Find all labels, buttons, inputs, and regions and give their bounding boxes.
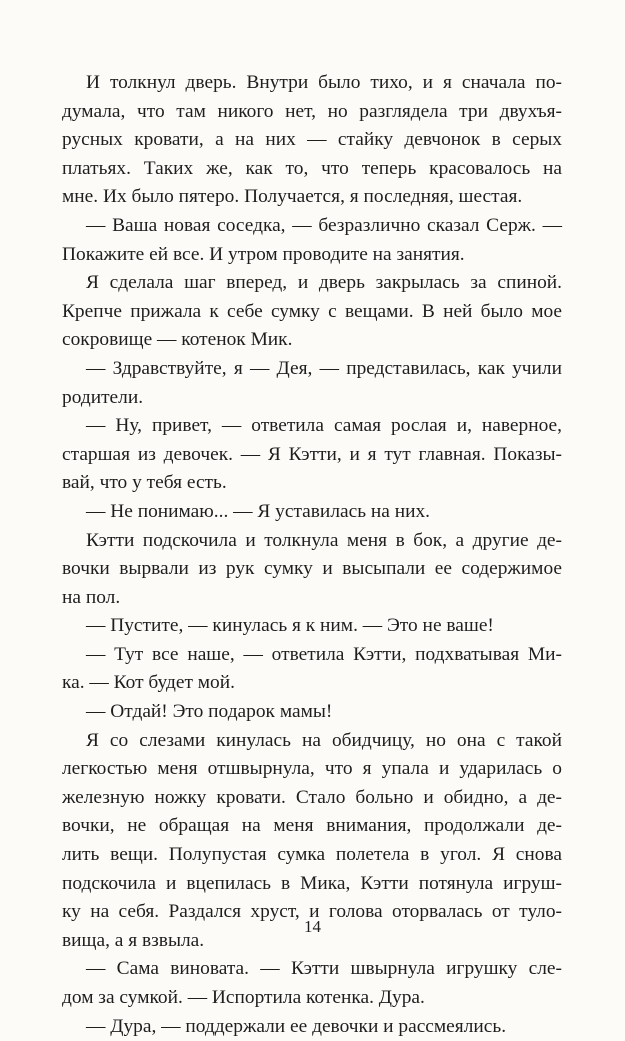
text-line: ка. — Кот будет мой. bbox=[62, 672, 235, 694]
text-line: Крепче прижала к себе сумку с вещами. В ней было мое bbox=[62, 300, 562, 322]
text-line: вочки вырвали из рук сумку и высыпали ее содержимое bbox=[62, 558, 562, 580]
paragraph bbox=[62, 1013, 562, 1041]
text-line: на пол. bbox=[62, 586, 121, 608]
paragraph bbox=[62, 412, 562, 498]
paragraph bbox=[62, 212, 562, 269]
text-line: вища, а я взвыла. bbox=[62, 929, 205, 951]
text-line: — Ваша новая соседка, — безразлично сказал Серж. — bbox=[86, 214, 562, 236]
text-line: дом за сумкой. — Испортила котенка. Дура. bbox=[62, 987, 425, 1008]
paragraph bbox=[62, 698, 562, 727]
text-line: легкостью меня отшвырнула, что я упала и ударилась о bbox=[62, 758, 562, 780]
text-line: Я со слезами кинулась на обидчицу, но она с такой bbox=[86, 729, 562, 751]
text-line: мне. Их было пятеро. Получается, я последняя, шестая. bbox=[62, 186, 523, 208]
text-line: вай, что у тебя есть. bbox=[62, 472, 227, 494]
text-line: Кэтти подскочила и толкнула меня в бок, а другие де- bbox=[86, 529, 562, 551]
text-line: старшая из девочек. — Я Кэтти, и я тут главная. Показы- bbox=[62, 443, 562, 465]
text-line: — Сама виновата. — Кэтти швырнула игрушку сле- bbox=[86, 958, 562, 980]
page-number: 14 bbox=[304, 917, 321, 936]
text-line: думала, что там никого нет, но разглядела три двухъя- bbox=[62, 100, 562, 122]
paragraph bbox=[62, 269, 562, 355]
paragraph bbox=[62, 612, 562, 641]
text-line: Я сделала шаг вперед, и дверь закрылась за спиной. bbox=[86, 272, 562, 294]
text-line: — Здравствуйте, я — Дея, — представилась, как учили bbox=[86, 357, 562, 379]
page-text bbox=[62, 69, 562, 1041]
text-line: ку на себя. Раздался хруст, и голова оторвалась от туло- bbox=[62, 901, 562, 923]
text-line: подскочила и вцепилась в Мика, Кэтти потянула игруш- bbox=[62, 872, 562, 894]
text-line: железную ножку кровати. Стало больно и обидно, а де- bbox=[62, 786, 562, 808]
paragraph bbox=[62, 527, 562, 613]
text-line: — Пустите, — кинулась я к ним. — Это не ваше! bbox=[86, 615, 494, 637]
paragraph bbox=[62, 69, 562, 212]
paragraph bbox=[62, 498, 562, 527]
text-line: И толкнул дверь. Внутри было тихо, и я сначала по- bbox=[86, 72, 562, 93]
text-line: — Ну, привет, — ответила самая рослая и, наверное, bbox=[86, 415, 562, 437]
paragraph bbox=[62, 355, 562, 412]
paragraph bbox=[62, 641, 562, 698]
text-line: — Не понимаю... — Я уставилась на них. bbox=[86, 500, 431, 522]
text-line: — Отдай! Это подарок мамы! bbox=[86, 701, 333, 723]
text-line: сокровище — котенок Мик. bbox=[62, 329, 293, 351]
text-line: родители. bbox=[62, 386, 144, 408]
text-line: вочки, не обращая на меня внимания, продолжали де- bbox=[62, 815, 562, 837]
text-line: лить вещи. Полупустая сумка полетела в угол. Я снова bbox=[62, 844, 562, 866]
text-line: Покажите ей все. И утром проводите на занятия. bbox=[62, 243, 465, 265]
text-line: — Тут все наше, — ответила Кэтти, подхватывая Ми- bbox=[86, 643, 562, 665]
text-line: платьях. Таких же, как то, что теперь красовалось на bbox=[62, 157, 562, 179]
text-line: русных кровати, а на них — стайку девчонок в серых bbox=[62, 129, 562, 151]
text-line: — Дура, — поддержали ее девочки и рассмеялись. bbox=[86, 1015, 507, 1037]
paragraph bbox=[62, 955, 562, 1012]
